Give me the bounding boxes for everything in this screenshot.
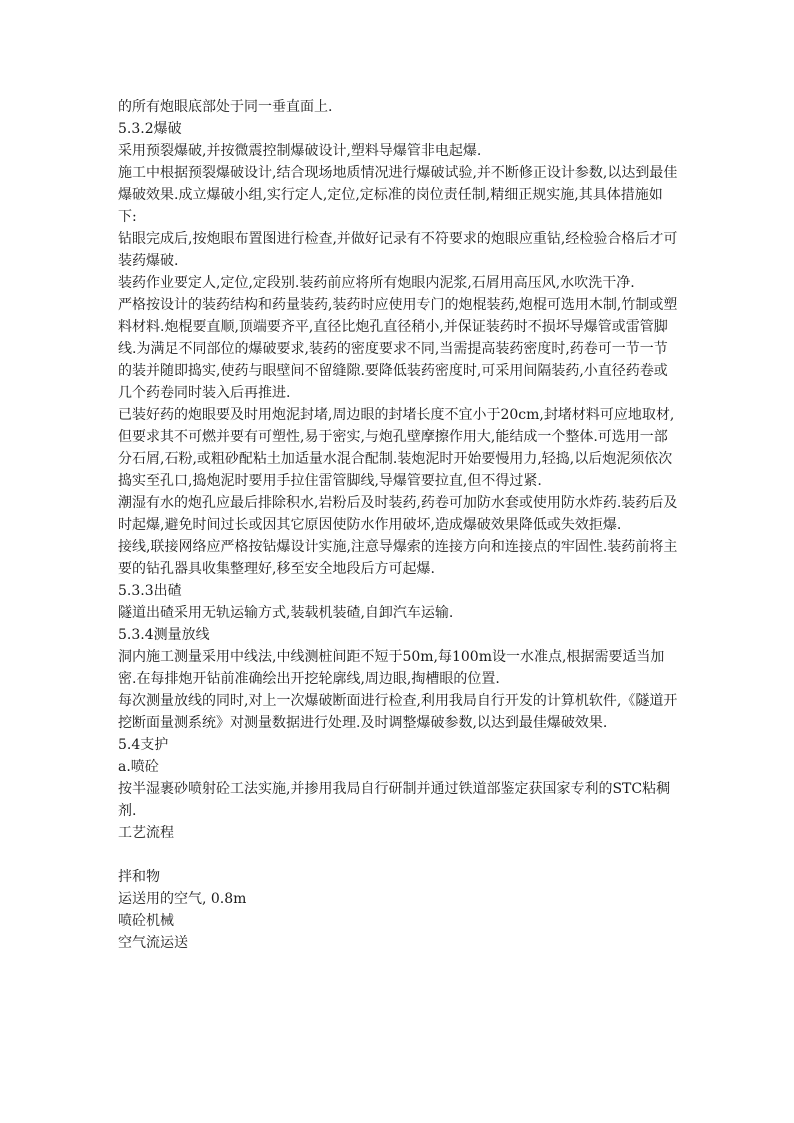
process-flow-heading: 工艺流程 (118, 825, 174, 841)
flow-item: 拌和物 (118, 869, 160, 885)
paragraph: 洞内施工测量采用中线法,中线测桩间距不短于50m,每100m设一水准点,根据需要适当加密.在每排炮开钻前准确绘出开挖轮廓线,周边眼,掏槽眼的位置. (118, 649, 665, 687)
paragraph: 接线,联接网络应严格按钻爆设计实施,注意导爆索的连接方向和连接点的牢固性.装药前将主要的钻孔器具收集整理好,移至安全地段后方可起爆. (118, 539, 678, 577)
subsection-heading-shotcrete: a.喷砼 (118, 759, 159, 775)
paragraph: 装药作业要定人,定位,定段别.装药前应将所有炮眼内泥浆,石屑用高压风,水吹洗干净. (118, 275, 635, 291)
paragraph: 潮湿有水的炮孔应最后排除积水,岩粉后及时装药,药卷可加防水套或使用防水炸药.装药后及时起爆,避免时间过长或因其它原因使防水作用破坏,造成爆破效果降低或失效拒爆. (118, 495, 678, 533)
paragraph: 每次测量放线的同时,对上一次爆破断面进行检查,利用我局自行开发的计算机软件,《隧道开挖断面量测系统》对测量数据进行处理.及时调整爆破参数,以达到最佳爆破效果. (118, 693, 678, 731)
blank-line (118, 844, 680, 866)
flow-item: 喷砼机械 (118, 913, 174, 929)
paragraph: 严格按设计的装药结构和药量装药,装药时应使用专门的炮棍装药,炮棍可选用木制,竹制或塑料材料.炮棍要直顺,顶端要齐平,直径比炮孔直径稍小,并保证装药时不损坏导爆管或雷管脚线.为满足不同部位的爆破要求,装药的密度要求不同,当需提高装药密度时,药卷可一节一节的装并随即捣实,使药与眼壁间不留缝隙.要降低装药密度时,可采用间隔装药,小直径药卷或几个药卷同时装入后再推进. (118, 297, 678, 401)
paragraph: 按半湿裹砂喷射砼工法实施,并掺用我局自行研制并通过铁道部鉴定获国家专利的STC粘稠剂. (118, 781, 671, 819)
flow-item: 运送用的空气, 0.8m (118, 891, 247, 907)
section-heading-mucking: 5.3.3出碴 (118, 583, 182, 599)
section-heading-surveying: 5.3.4测量放线 (118, 627, 210, 643)
document-page (118, 96, 680, 954)
section-heading-support: 5.4支护 (118, 737, 169, 753)
paragraph: 已装好药的炮眼要及时用炮泥封堵,周边眼的封堵长度不宜小于20cm,封堵材料可应地取材,但要求其不可燃并要有可塑性,易于密实,与炮孔壁摩擦作用大,能结成一个整体.可选用一部分石屑,石粉,或粗砂配粘土加适量水混合配制.装炮泥时开始要慢用力,轻捣,以后炮泥须依次捣实至孔口,捣炮泥时要用手拉住雷管脚线,导爆管要拉直,但不得过紧. (118, 407, 675, 489)
paragraph-continuation: 的所有炮眼底部处于同一垂直面上. (118, 99, 333, 115)
flow-item: 空气流运送 (118, 935, 188, 951)
paragraph: 隧道出碴采用无轨运输方式,装载机装碴,自卸汽车运输. (118, 605, 454, 621)
paragraph: 钻眼完成后,按炮眼布置图进行检查,并做好记录有不符要求的炮眼应重钻,经检验合格后才可装药爆破. (118, 231, 678, 269)
paragraph: 施工中根据预裂爆破设计,结合现场地质情况进行爆破试验,并不断修正设计参数,以达到最佳爆破效果.成立爆破小组,实行定人,定位,定标准的岗位责任制,精细正规实施,其具体措施如下: (118, 165, 678, 225)
paragraph: 采用预裂爆破,并按微震控制爆破设计,塑料导爆管非电起爆. (118, 143, 482, 159)
section-heading-blasting: 5.3.2爆破 (118, 121, 182, 137)
